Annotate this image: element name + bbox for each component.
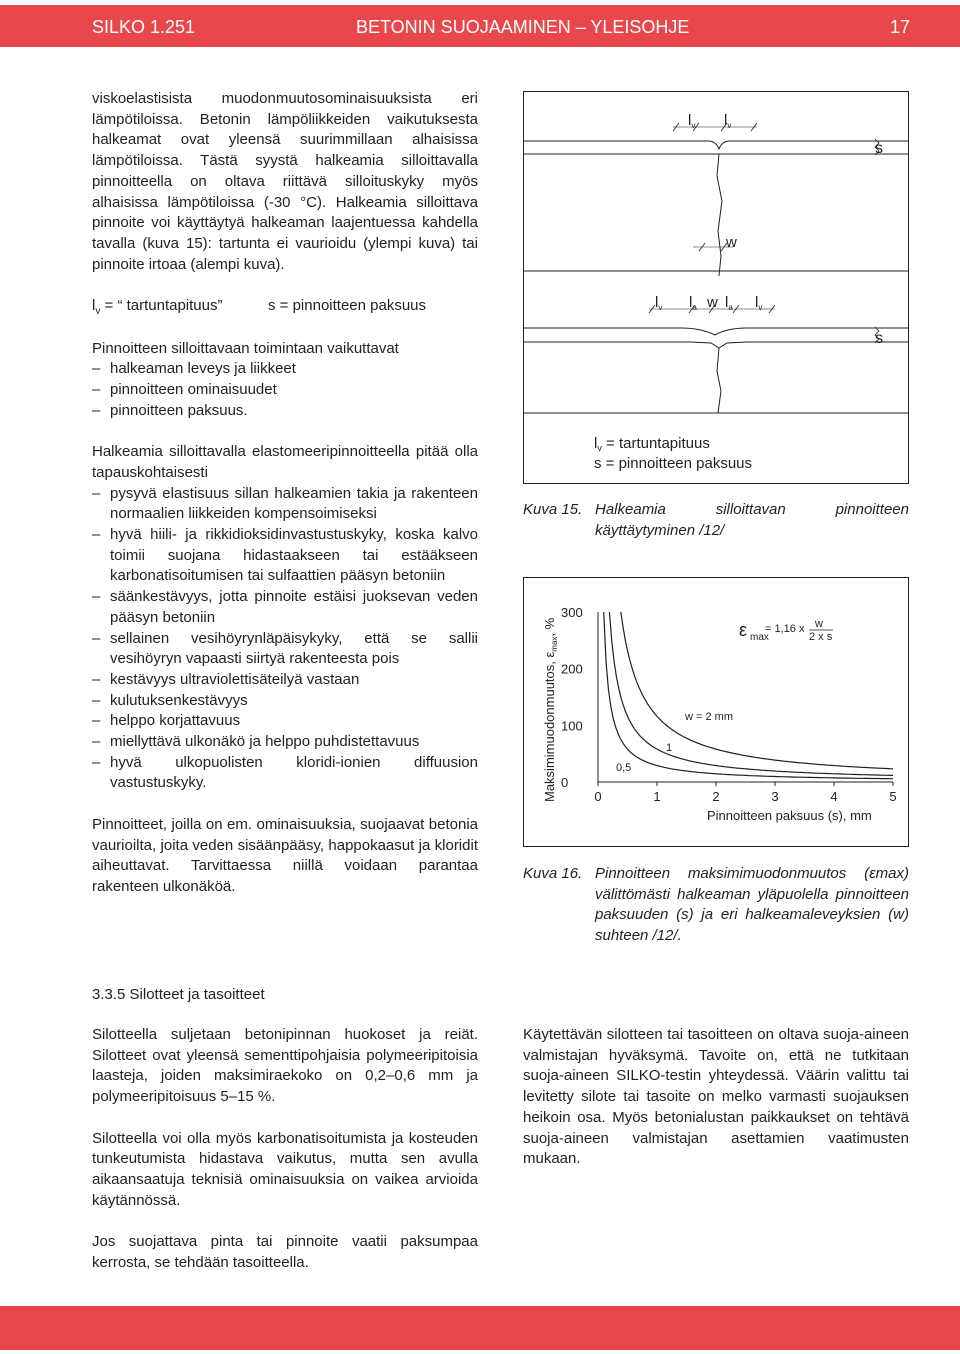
caption-text: Halkeamia silloittavan pinnoitteen käyttäytyminen /12/ (595, 501, 909, 539)
section-heading: 3.3.5 Silotteet ja tasoitteet (92, 986, 265, 1003)
fig15-lv-label: $l_v$ (755, 294, 763, 312)
fig15-la-label: $l_a$ (725, 294, 733, 312)
requirement-item: – sellainen vesihöyrynläpäisykyky, että se sallii vesihöyryn vapaasti siirtyä rakenteesta pois (92, 629, 478, 670)
caption-number: Kuva 15. (523, 501, 583, 518)
lv-definition (92, 296, 223, 323)
figure-15 (523, 91, 909, 484)
caption-text: Pinnoitteen maksimimuodonmuutos (εmax) välittömästi halkeaman yläpuolella pinnoitteen paksuuden (s) ja eri halkeamaleveyksien (w) suhteen /12/. (595, 865, 909, 945)
x-tick-label: 2 (712, 789, 720, 804)
footer-bar (0, 1306, 960, 1350)
x-tick-label: 0 (594, 789, 602, 804)
fig15-s-label: s (875, 140, 883, 157)
lv-text: = “ tartuntapituus” (100, 297, 223, 315)
series-line (604, 612, 893, 779)
formula-denominator: 2 x s (809, 631, 833, 643)
section-left-column (92, 1025, 478, 1273)
y-tick-label: 300 (561, 605, 583, 620)
page-number: 17 (889, 17, 910, 37)
requirement-item: – hyvä ulkopuolisten kloridi-ionien diffuusion vastustuskyky. (92, 753, 478, 794)
requirement-item: – helppo korjattavuus (92, 711, 478, 732)
fig15-legend-lv: $l_v$ = tartuntapituus (594, 435, 710, 453)
factor-item: – pinnoitteen paksuus. (92, 401, 478, 422)
document-title: BETONIN SUOJAAMINEN – YLEISOHJE (356, 17, 690, 37)
x-tick-label: 3 (771, 789, 779, 804)
formula-numerator: w (815, 618, 823, 630)
formula (739, 618, 833, 643)
caption-15 (523, 500, 909, 541)
caption-16 (523, 864, 909, 947)
header-bar (0, 5, 960, 47)
requirement-item: – miellyttävä ulkonäkö ja helppo puhdistettavuus (92, 732, 478, 753)
requirements-intro: Halkeamia silloittavalla elastomeeripinnoitteella pitää olla tapauskohtaisesti (92, 443, 478, 481)
body-paragraph: Käytettävän silotteen tai tasoitteen on oltava suoja-aineen valmistajan hyväksymä. Tavoite on, että ne tutkitaan suoja-aineen SILKO-testin yhteydessä. Väärin valittu tai levitetty silote tai tasoite on melko varmasti suojauksen heikoin osa. Myös betonialustan paikkaukset on tehtävä suoja-aineen valmistajan asettamien vaatimusten mukaan. (523, 1026, 909, 1168)
figure-16 (523, 577, 909, 847)
series-label-w2: w = 2 mm (685, 711, 733, 723)
intro-paragraph: viskoelastisista muodonmuutosominaisuuksista eri lämpötiloissa. Betonin lämpöliikkeiden vaikutuksesta halkeamat ovat yleensä suurimmillaan alhaisissa lämpötiloissa. Tästä syystä halkeamia silloittavalla pinnoitteella on oltava riittävä silloituskyky myös alhaisissa lämpötiloissa (-30 °C). Halkeamia silloittava pinnoite voi käyttäytyä halkeaman laajentuessa kahdella tavalla (kuva 15): tartunta ei vaurioidu (ylempi kuva) tai pinnoite irtoaa (alempi kuva). (92, 90, 478, 273)
body-paragraph: Silotteella suljetaan betonipinnan huokoset ja reiät. Silotteet ovat yleensä sementtipohjaisia polymeeripitoisia laasteja, joiden maksimiraekoko on 0,2–0,6 mm ja polymeeripitoisuus 5–15 %. (92, 1026, 478, 1106)
y-tick-label: 200 (561, 661, 583, 677)
fig15-la-label: $l_a$ (689, 294, 697, 312)
x-axis-label: Pinnoitteen paksuus (s), mm (707, 808, 872, 823)
symbol-definitions (92, 296, 478, 318)
body-paragraph: Jos suojattava pinta tai pinnoite vaatii paksumpaa kerrosta, se tehdään tasoitteella. (92, 1233, 478, 1271)
y-axis-label: Maksimimuodonmuutos, $\varepsilon_{max}$, % (542, 617, 559, 802)
formula-subscript: max (750, 632, 769, 643)
figure-16-chart (523, 577, 909, 847)
requirement-item: – pysyvä elastisuus sillan halkeamien takia ja rakenteen normaalien liikkeiden kompensoimiseksi (92, 484, 478, 525)
body-paragraph: Silotteella voi olla myös karbonatisoitumista ja kosteuden tunkeutumista hidastava vaikutus, mutta sen avulla aikaansaatuja teknisiä ominaisuuksia on vaikea arvioida käytännössä. (92, 1129, 478, 1209)
formula-equals: = 1,16 x (765, 623, 805, 635)
fig15-legend-s: s = pinnoitteen paksuus (594, 455, 753, 472)
section-right-column (523, 1025, 909, 1170)
caption-number: Kuva 16. (523, 865, 583, 882)
series-label: SILKO 1.251 (92, 17, 196, 37)
fig15-lv-label: $l_v$ (655, 294, 663, 312)
requirement-item: – hyvä hiili- ja rikkidioksidinvastustuskyky, koska kalvo toimii suojana hidastaakseen tai estääkseen karbonatisoitumisen tai sulfaattien pääsyn betoniin (92, 525, 478, 587)
x-tick-labels (594, 782, 896, 804)
lv-symbol: l (92, 297, 96, 315)
formula-epsilon: ε (739, 620, 748, 640)
factors-intro: Pinnoitteen silloittavaan toimintaan vaikuttavat (92, 339, 399, 357)
requirement-item: – kestävyys ultraviolettisäteilyä vastaan (92, 670, 478, 691)
x-tick-label: 1 (653, 789, 661, 804)
fig15-lv-label: $l_v$ (724, 112, 732, 130)
s-definition: s = pinnoitteen paksuus (268, 297, 427, 315)
factor-item: – pinnoitteen ominaisuudet (92, 380, 478, 401)
series-label-w05: 0,5 (616, 762, 632, 774)
factor-item: – halkeaman leveys ja liikkeet (92, 359, 478, 380)
left-column (92, 89, 478, 898)
fig15-s-label: s (875, 330, 883, 347)
x-tick-label: 4 (830, 789, 838, 804)
y-tick-label: 0 (561, 775, 569, 790)
series-label-w1: 1 (666, 742, 673, 754)
x-tick-label: 5 (889, 789, 897, 804)
series-curves (604, 612, 893, 779)
fig15-w-label: w (707, 294, 718, 311)
figure-15-diagram (523, 91, 909, 484)
lv-subscript: v (95, 306, 101, 318)
fig15-w-label: w (726, 234, 737, 251)
y-tick-labels (561, 605, 583, 790)
fig15-lv-label: $l_v$ (688, 112, 696, 130)
closing-paragraph: Pinnoitteet, joilla on em. ominaisuuksia, suojaavat betonia vaurioilta, joita veden sisäänpääsy, happokaasut ja kloridit aiheuttavat. Tarvittaessa niillä voidaan parantaa rakenteen ulkonäköä. (92, 815, 478, 895)
requirement-item: – kulutuksenkestävyys (92, 691, 478, 712)
y-tick-label: 100 (561, 718, 583, 734)
requirement-item: – säänkestävyys, jotta pinnoite estäisi juoksevan veden pääsyn betoniin (92, 587, 478, 628)
